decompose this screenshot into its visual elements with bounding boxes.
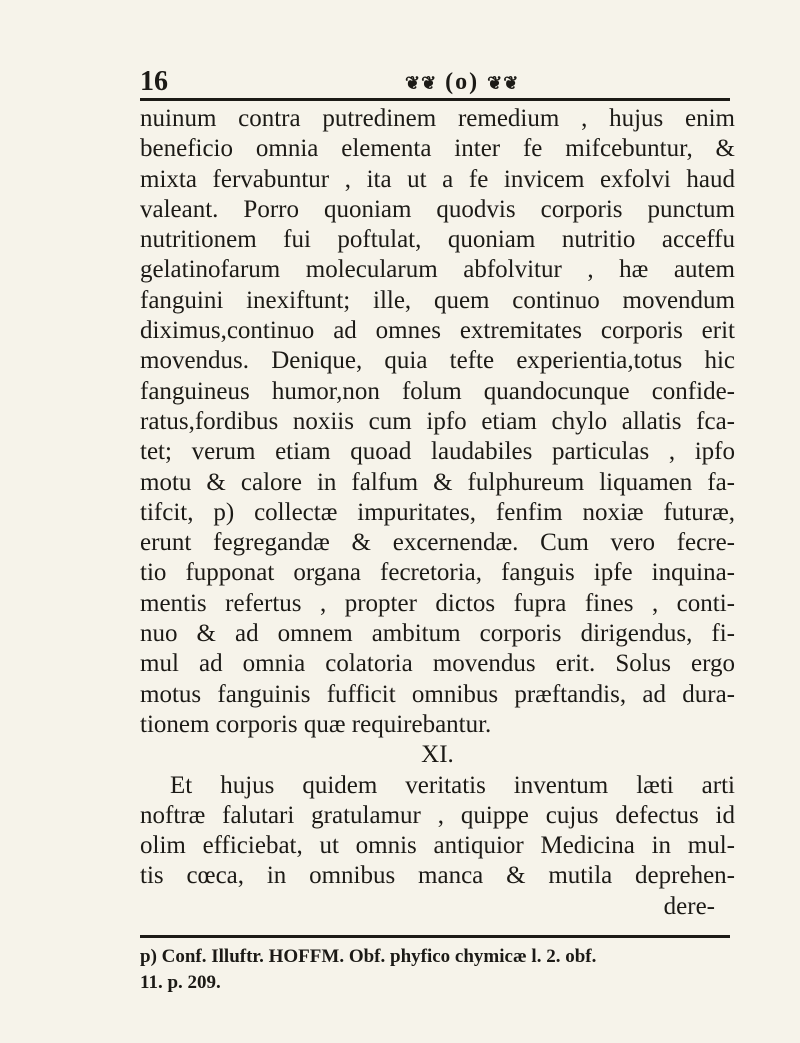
text-line: movendus. Denique, quia tefte experientia,totus hic bbox=[140, 347, 735, 375]
footnote-line: 11. p. 209. bbox=[140, 972, 221, 993]
text-line: nuinum contra putredinem remedium , hujus enim bbox=[140, 105, 735, 132]
body-text bbox=[140, 104, 735, 922]
footnote-rule bbox=[140, 935, 730, 938]
ornament-right-icon: ❦❦ bbox=[487, 73, 520, 93]
text-line: ratus,fordibus noxiis cum ipfo etiam chylo allatis fca- bbox=[140, 407, 735, 435]
text-line: nuo & ad omnem ambitum corporis dirigendus, fi- bbox=[140, 620, 735, 648]
section-number: XI. bbox=[421, 741, 454, 769]
ornament-center: (o) bbox=[445, 69, 480, 95]
text-line: olim efficiebat, ut omnis antiquior Medicina in mul- bbox=[140, 832, 735, 860]
text-line: noftræ falutari gratulamur , quippe cujus defectus id bbox=[140, 801, 735, 829]
text-line: Et hujus quidem veritatis inventum læti arti bbox=[170, 771, 735, 799]
text-line: tifcit, p) collectæ impuritates, fenfim noxiæ futuræ, bbox=[140, 498, 735, 526]
text-line: tio fupponat organa fecretoria, fanguis ipfe inquina- bbox=[140, 559, 735, 587]
text-line: tet; verum etiam quoad laudabiles particulas , ipfo bbox=[140, 438, 735, 466]
page-header bbox=[140, 66, 740, 98]
page-number: 16 bbox=[140, 66, 168, 97]
text-line: mentis refertus , propter dictos fupra fines , conti- bbox=[140, 589, 735, 617]
text-line: beneficio omnia elementa inter fe mifcebuntur, & bbox=[140, 135, 735, 163]
text-line: valeant. Porro quoniam quodvis corporis punctum bbox=[140, 195, 735, 223]
ornament-left-icon: ❦❦ bbox=[405, 73, 438, 93]
text-line: mul ad omnia colatoria movendus erit. Solus ergo bbox=[140, 650, 735, 678]
footnote-line: p) Conf. Illuftr. HOFFM. Obf. phyfico chymicæ l. 2. obf. bbox=[140, 946, 597, 967]
text-line: motus fanguinis fufficit omnibus præftandis, ad dura- bbox=[140, 680, 735, 708]
header-rule bbox=[140, 98, 730, 101]
text-line: fanguini inexiftunt; ille, quem continuo movendum bbox=[140, 286, 735, 314]
text-line: tionem corporis quæ requirebantur. bbox=[140, 710, 492, 738]
header-ornament bbox=[405, 66, 519, 99]
text-line: motu & calore in falfum & fulphureum liquamen fa- bbox=[140, 468, 735, 496]
footnote bbox=[140, 944, 735, 996]
text-line: fanguineus humor,non folum quandocunque confide- bbox=[140, 377, 735, 405]
text-line: mixta fervabuntur , ita ut a fe invicem exfolvi haud bbox=[140, 165, 735, 193]
text-line: nutritionem fui poftulat, quoniam nutritio acceffu bbox=[140, 226, 735, 254]
text-line: diximus,continuo ad omnes extremitates corporis erit bbox=[140, 317, 735, 345]
text-line: gelatinofarum molecularum abfolvitur , hæ autem bbox=[140, 256, 735, 284]
catchword: dere- bbox=[663, 892, 715, 920]
text-line: erunt fegregandæ & excernendæ. Cum vero fecre- bbox=[140, 529, 735, 557]
text-line: tis cœca, in omnibus manca & mutila deprehen- bbox=[140, 862, 735, 890]
